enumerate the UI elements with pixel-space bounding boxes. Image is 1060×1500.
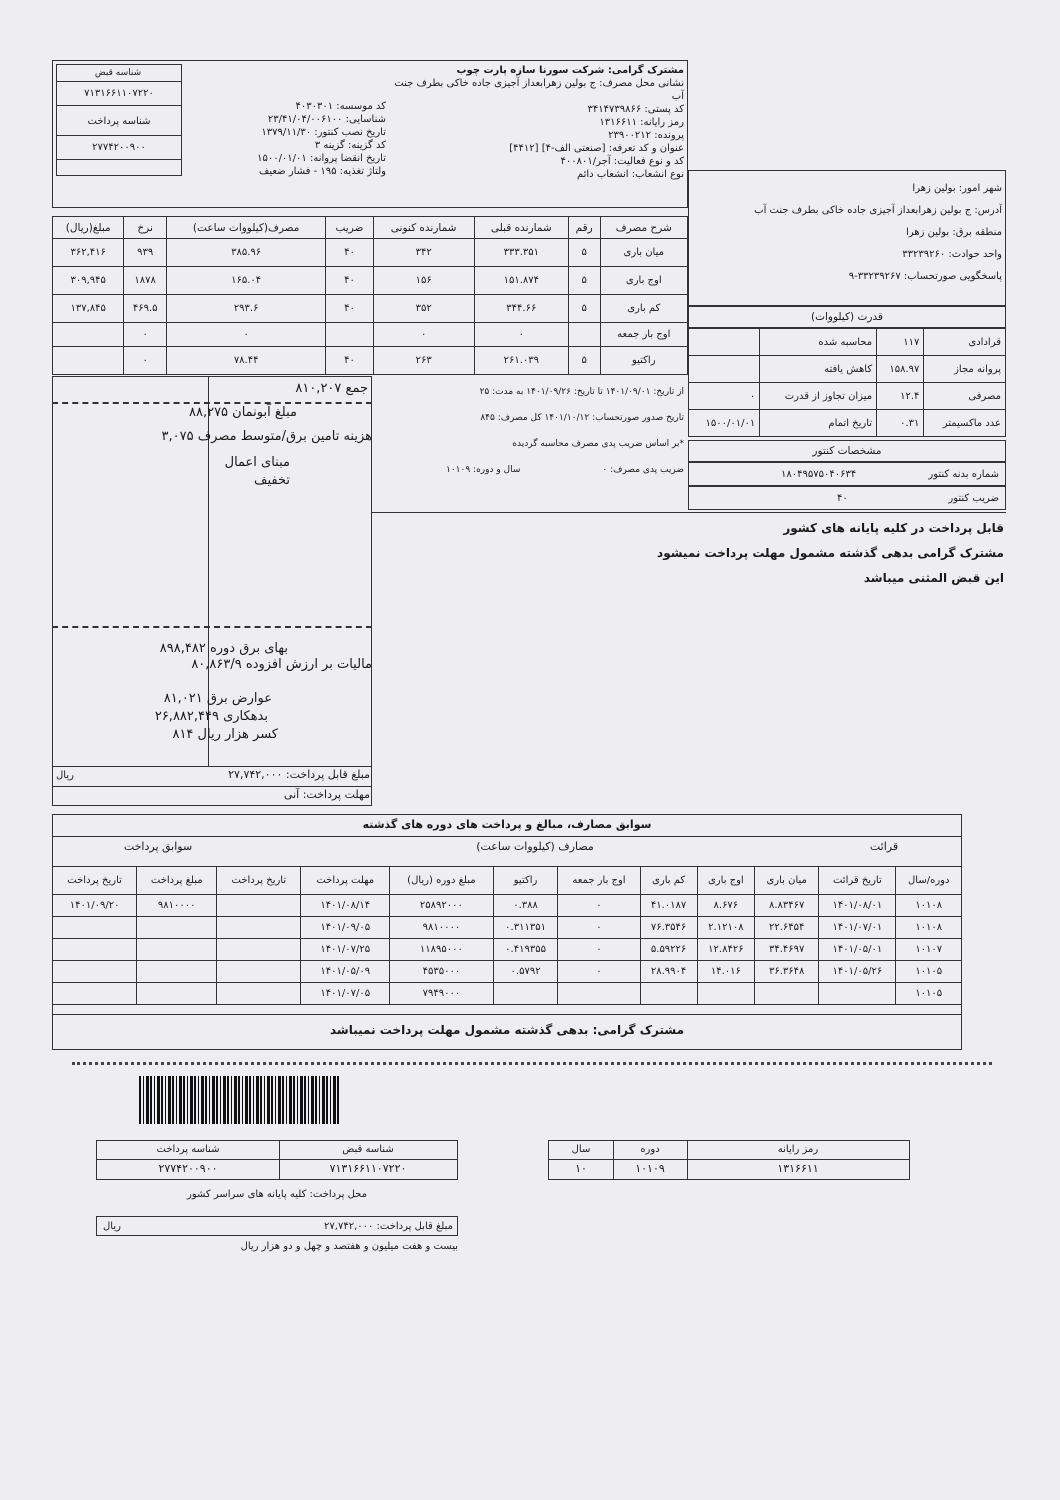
history-cell	[53, 961, 137, 983]
capacity-table	[688, 328, 1006, 437]
table-cell: ۱۵۱.۸۷۴	[474, 267, 568, 295]
table-row	[53, 295, 688, 323]
history-cell: ۸.۶۷۶	[697, 895, 755, 917]
table-cell: ۴۶۹.۵	[124, 295, 166, 323]
history-cell: ۰.۴۱۹۳۵۵	[493, 939, 558, 961]
table-cell: ۴۰	[326, 239, 373, 267]
meter-install-date: تاریخ نصب کنتور: ۱۳۷۹/۱۱/۳۰	[261, 127, 386, 138]
stub-payable: مبلغ قابل پرداخت: ۲۷,۷۴۲,۰۰۰	[324, 1221, 453, 1232]
history-cell: ۱۰۱۰۵	[896, 961, 962, 983]
history-cell: ۴۵۳۵۰۰۰	[390, 961, 494, 983]
period-info	[376, 384, 684, 478]
history-cell: ۴۱.۰۱۸۷	[640, 895, 697, 917]
capacity-label: میزان تجاوز از قدرت	[760, 383, 877, 410]
stub-year-label: سال	[571, 1144, 591, 1155]
history-row	[53, 895, 962, 917]
discount-basis: مبنای اعمال تخفیف	[224, 455, 290, 488]
history-cell	[137, 939, 217, 961]
history-cell	[697, 983, 755, 1005]
stub-payment-id: ۲۷۷۴۲۰۰۹۰۰	[158, 1162, 218, 1175]
incident-unit: واحد حوادث: ۳۳۲۳۹۲۶۰	[902, 249, 1002, 260]
history-row	[53, 961, 962, 983]
capacity-value: ۱۵۰۰/۰۱/۰۱	[689, 410, 760, 437]
payment-deadline: مهلت پرداخت: آنی	[283, 788, 370, 801]
capacity-row	[689, 410, 1006, 437]
table-cell: ۰	[166, 323, 326, 347]
capacity-value	[689, 329, 760, 356]
payment-id-label: شناسه پرداخت	[87, 116, 151, 127]
history-cell	[217, 939, 301, 961]
electric-levy: عوارض برق ۸۱,۰۲۱	[163, 691, 272, 706]
history-cell: ۱۰۱۰۸	[896, 895, 962, 917]
capacity-value: ۱۲.۴	[877, 383, 924, 410]
consumption-header-row	[53, 217, 688, 239]
history-cell	[217, 895, 301, 917]
capacity-label: تاریخ اتمام	[760, 410, 877, 437]
history-cell: ۱۴۰۱/۰۷/۰۱	[819, 917, 896, 939]
header-cell: شمارنده کنونی	[373, 217, 474, 239]
stub-currency: ریال	[103, 1221, 121, 1232]
meter-body-label: شماره بدنه کنتور	[928, 469, 999, 480]
capacity-label: کاهش یافته	[760, 356, 877, 383]
stub-period: ۱۰۱۰۹	[635, 1162, 665, 1175]
table-row	[53, 239, 688, 267]
history-cell	[819, 983, 896, 1005]
history-cell	[217, 917, 301, 939]
history-table	[52, 866, 962, 1005]
meter-factor-row	[688, 486, 1006, 510]
table-cell: ۵	[568, 267, 600, 295]
history-cell	[640, 983, 697, 1005]
history-cell: ۱۰۱۰۸	[896, 917, 962, 939]
stub-payable-box	[96, 1216, 458, 1236]
capacity-label: پروانه مجاز	[924, 356, 1006, 383]
history-header: کم باری	[640, 867, 697, 895]
stub-payment-id-label: شناسه پرداخت	[156, 1144, 220, 1155]
history-cell	[217, 983, 301, 1005]
history-cell: ۱۴۰۱/۰۹/۲۰	[53, 895, 137, 917]
capacity-title: قدرت (کیلووات)	[688, 306, 1006, 328]
table-cell: ۷۸.۴۴	[166, 347, 326, 375]
meter-factor-value: ۴۰	[837, 493, 848, 504]
table-row	[53, 347, 688, 375]
subscription-fee: مبلغ آبونمان ۸۸,۲۷۵	[188, 405, 297, 420]
history-cell	[53, 983, 137, 1005]
billing-responder: پاسخگویی صورتحساب: ۳۳۲۳۹۲۶۷-۹	[848, 271, 1002, 282]
table-cell: ۵	[568, 347, 600, 375]
history-cell: ۰.۳۱۱۳۵۱	[493, 917, 558, 939]
bill-id-label: شناسه قبض	[94, 68, 142, 78]
barcode	[139, 1076, 339, 1124]
history-cell: ۳۶.۳۶۴۸	[755, 961, 819, 983]
perforation-line	[72, 1062, 992, 1065]
capacity-label: مصرفی	[924, 383, 1006, 410]
debt-amount: بدهکاری ۲۶,۸۸۲,۴۴۹	[154, 709, 268, 724]
license-expiry: تاریخ انقضا پروانه: ۱۵۰۰/۰۱/۰۱	[257, 153, 386, 164]
history-cell: ۰	[558, 961, 640, 983]
customer-name: مشترک گرامی: شرکت سورنا سازه پارت چوب	[456, 65, 684, 76]
postal-code: کد پستی: ۳۴۱۴۷۳۹۸۶۶	[587, 104, 684, 115]
history-cell	[558, 983, 640, 1005]
table-cell: راکتیو	[600, 347, 687, 375]
bill-id-value: ۷۱۳۱۶۶۱۱۰۷۲۲۰	[84, 88, 154, 99]
history-header: اوج بار جمعه	[558, 867, 640, 895]
history-cell: ۱۴۰۱/۰۷/۰۵	[301, 983, 390, 1005]
history-cell: ۳۴.۴۶۹۷	[755, 939, 819, 961]
table-cell: ۲۶۳	[373, 347, 474, 375]
history-cell: ۱۰۱۰۵	[896, 983, 962, 1005]
history-cell: ۲۵۸۹۲۰۰۰	[390, 895, 494, 917]
history-cell: ۰	[558, 939, 640, 961]
history-header: میان باری	[755, 867, 819, 895]
table-cell	[53, 323, 124, 347]
capacity-value: ۰.۳۱	[877, 410, 924, 437]
stub-bill-id-label: شناسه قبض	[342, 1144, 394, 1155]
supply-voltage: ولتاژ تغذیه: ۱۹۵ - فشار ضعیف	[258, 166, 386, 177]
payment-id-value: ۲۷۷۴۲۰۰۹۰۰	[92, 142, 146, 153]
table-cell	[568, 323, 600, 347]
table-cell: اوج بار جمعه	[600, 323, 687, 347]
history-header: مبلغ پرداخت	[137, 867, 217, 895]
table-cell	[53, 347, 124, 375]
meter-body-value: ۱۸۰۴۹۵۷۵۰۴۰۶۳۴	[781, 469, 857, 480]
history-cell: ۱۴۰۱/۰۹/۰۵	[301, 917, 390, 939]
header-cell: نرخ	[124, 217, 166, 239]
history-cell: ۷۶.۳۵۴۶	[640, 917, 697, 939]
notice-duplicate: این قبض المثنی میباشد	[863, 571, 1004, 585]
bill-id-box	[56, 64, 182, 176]
capacity-row	[689, 383, 1006, 410]
usage-address: نشانی محل مصرف: ج بولین زهرابعداز آجیزی جاده خاکی بطرف جنت آب	[394, 78, 684, 102]
history-cell	[53, 939, 137, 961]
history-cell: ۲۲.۶۴۵۴	[755, 917, 819, 939]
history-title: سوابق مصارف، مبالغ و پرداخت های دوره های گذشته	[362, 818, 652, 831]
tariff-code: عنوان و کد تعرفه: [صنعتی الف-۴] [۴۴۱۲]	[509, 143, 684, 154]
table-row	[53, 267, 688, 295]
stub-amount-words: بیست و هفت میلیون و هفتصد و چهل و دو هزار ریال	[240, 1241, 458, 1252]
history-cell: ۰.۵۷۹۲	[493, 961, 558, 983]
table-cell: ۰	[373, 323, 474, 347]
history-header: مبلغ دوره (ریال)	[390, 867, 494, 895]
table-cell: میان باری	[600, 239, 687, 267]
reading-group: قرائت	[869, 840, 899, 853]
table-cell: ۰	[474, 323, 568, 347]
history-footer: مشترک گرامی: بدهی گذشته مشمول مهلت پرداخت نمیباشد	[330, 1023, 684, 1037]
currency-label: ریال	[56, 770, 74, 781]
table-cell: ۳۴۲	[373, 239, 474, 267]
capacity-value: ۱۵۸.۹۷	[877, 356, 924, 383]
history-header: مهلت پرداخت	[301, 867, 390, 895]
history-cell	[137, 961, 217, 983]
table-cell: ۰	[124, 347, 166, 375]
history-cell	[755, 983, 819, 1005]
history-cell: ۱۴۰۱/۰۵/۰۱	[819, 939, 896, 961]
capacity-row	[689, 329, 1006, 356]
stub-period-label: دوره	[640, 1144, 660, 1155]
history-row	[53, 983, 962, 1005]
history-cell: ۱۴.۰۱۶	[697, 961, 755, 983]
history-cell: ۰.۳۸۸	[493, 895, 558, 917]
notice-debt: مشترک گرامی بدهی گذشته مشمول مهلت پرداخت نمیشود	[657, 546, 1004, 560]
history-header: تاریخ قرائت	[819, 867, 896, 895]
history-cell: ۱۴۰۱/۰۵/۰۹	[301, 961, 390, 983]
table-cell: کم باری	[600, 295, 687, 323]
table-cell: ۱۵۶	[373, 267, 474, 295]
header-cell: شمارنده قبلی	[474, 217, 568, 239]
city-office: شهر امور: بولین زهرا	[912, 183, 1002, 194]
payment-group: سوابق پرداخت	[123, 840, 193, 853]
header-cell: مصرف(کیلووات ساعت)	[166, 217, 326, 239]
history-cell: ۸.۸۳۴۶۷	[755, 895, 819, 917]
payable-amount: مبلغ قابل پرداخت: ۲۷,۷۴۲,۰۰۰	[228, 768, 370, 781]
pad-factor: ضریب پدی مصرف: ۰	[602, 465, 684, 475]
institution-national-id: شناسایی: ۲۳/۴۱/۰۴/۰۰۶۱۰۰	[267, 114, 386, 125]
stub-computer-code: ۱۳۱۶۶۱۱	[777, 1162, 819, 1175]
region-info	[694, 178, 1002, 288]
history-cell: ۰	[558, 895, 640, 917]
computer-code: رمز رایانه: ۱۳۱۶۶۱۱	[599, 117, 684, 128]
table-cell: ۳۶۲,۴۱۶	[53, 239, 124, 267]
table-cell: ۴۰	[326, 295, 373, 323]
history-cell: ۱۴۰۱/۰۷/۲۵	[301, 939, 390, 961]
history-cell: ۱۱۸۹۵۰۰۰	[390, 939, 494, 961]
history-header: اوج باری	[697, 867, 755, 895]
table-cell: ۴۰	[326, 267, 373, 295]
header-cell: شرح مصرف	[600, 217, 687, 239]
history-cell: ۷۹۴۹۰۰۰	[390, 983, 494, 1005]
calc-note: *بر اساس ضریب پدی مصرف محاسبه گردیده	[512, 439, 684, 449]
option-code: کد گزینه: گزینه ۳	[314, 140, 386, 151]
history-cell: ۹۸۱۰۰۰۰	[137, 895, 217, 917]
capacity-row	[689, 356, 1006, 383]
stub-bill-id: ۷۱۳۱۶۶۱۱۰۷۲۲۰	[329, 1162, 407, 1175]
capacity-value: ۰	[689, 383, 760, 410]
notice-terminals: قابل پرداخت در کلیه پایانه های کشور	[783, 521, 1004, 535]
history-cell	[53, 917, 137, 939]
activity-code: کد و نوع فعالیت: آجر/۴۰۰۸۰۱	[560, 156, 684, 167]
stub-year: ۱۰	[575, 1162, 587, 1175]
stub-id-box	[96, 1140, 458, 1180]
period-price: بهای برق دوره ۸۹۸,۴۸۲	[159, 641, 288, 656]
history-header: راکتیو	[493, 867, 558, 895]
capacity-value	[689, 356, 760, 383]
branch-type: نوع انشعاب: انشعاب دائم	[576, 169, 684, 180]
table-cell: ۳۴۴.۶۶	[474, 295, 568, 323]
meter-factor-label: ضریب کنتور	[948, 493, 999, 504]
table-cell: ۲۹۳.۶	[166, 295, 326, 323]
institution-code: کد موسسه: ۴۰۳۰۳۰۱	[295, 101, 386, 112]
history-cell: ۲.۱۲۱۰۸	[697, 917, 755, 939]
history-cell	[137, 917, 217, 939]
table-cell	[326, 323, 373, 347]
year-period: سال و دوره: ۱۰۱۰۹	[446, 465, 521, 475]
history-header: دوره/سال	[896, 867, 962, 895]
table-cell: ۳۵۲	[373, 295, 474, 323]
table-cell: اوج باری	[600, 267, 687, 295]
table-cell: ۹۳۹	[124, 239, 166, 267]
table-cell: ۱۸۷۸	[124, 267, 166, 295]
table-cell: ۴۰	[326, 347, 373, 375]
history-cell: ۱۴۰۱/۰۸/۱۴	[301, 895, 390, 917]
history-header: تاریخ پرداخت	[53, 867, 137, 895]
history-cell	[137, 983, 217, 1005]
history-cell	[493, 983, 558, 1005]
consumption-group: مصارف (کیلووات ساعت)	[476, 840, 594, 853]
institution-info	[190, 100, 386, 178]
header-cell: ضریب	[326, 217, 373, 239]
capacity-value: ۱۱۷	[877, 329, 924, 356]
history-cell	[217, 961, 301, 983]
capacity-label: قرادادی	[924, 329, 1006, 356]
customer-info	[392, 64, 684, 181]
meter-spec-title: مشخصات کنتور	[688, 440, 1006, 462]
table-cell: ۲۶۱.۰۳۹	[474, 347, 568, 375]
table-cell: ۳۰۹,۹۴۵	[53, 267, 124, 295]
capacity-label: محاسبه شده	[760, 329, 877, 356]
period-dates: از تاریخ: ۱۴۰۱/۰۹/۰۱ تا تاریخ: ۱۴۰۱/۰۹/۲۶ به مدت: ۲۵	[479, 387, 684, 397]
history-cell: ۲۸.۹۹۰۴	[640, 961, 697, 983]
history-cell: ۱۰۱۰۷	[896, 939, 962, 961]
table-cell: ۳۳۳.۳۵۱	[474, 239, 568, 267]
file-number: پرونده: ۲۳۹۰۰۲۱۲	[608, 130, 684, 141]
table-cell: ۰	[124, 323, 166, 347]
table-cell: ۱۳۷,۸۴۵	[53, 295, 124, 323]
table-cell: ۵	[568, 295, 600, 323]
history-cell: ۱۴۰۱/۰۸/۰۱	[819, 895, 896, 917]
history-row	[53, 917, 962, 939]
issue-date: تاریخ صدور صورتحساب: ۱۴۰۱/۱۰/۱۲ کل مصرف: ۸۴۵	[480, 413, 684, 423]
capacity-label: عدد ماکسیمتر	[924, 410, 1006, 437]
history-cell: ۱۴۰۱/۰۵/۲۶	[819, 961, 896, 983]
vat: مالیات بر ارزش افزوده ۸۰,۸۶۳/۹	[191, 657, 372, 672]
supply-cost: هزینه تامین برق/متوسط مصرف ۳,۰۷۵	[161, 429, 372, 444]
history-cell: ۵.۵۹۲۲۶	[640, 939, 697, 961]
table-cell: ۳۸۵.۹۶	[166, 239, 326, 267]
electric-region: منطقه برق: بولین زهرا	[906, 227, 1002, 238]
table-cell: ۵	[568, 239, 600, 267]
meter-body-row	[688, 462, 1006, 486]
stub-payment-place: محل پرداخت: کلیه پایانه های سراسر کشور	[186, 1189, 367, 1200]
rounding: کسر هزار ریال ۸۱۴	[172, 727, 278, 742]
history-cell: ۹۸۱۰۰۰۰	[390, 917, 494, 939]
table-cell: ۱۶۵.۰۴	[166, 267, 326, 295]
header-cell: رقم	[568, 217, 600, 239]
table-row	[53, 323, 688, 347]
history-header: تاریخ پرداخت	[217, 867, 301, 895]
charges-sum: جمع ۸۱۰,۲۰۷	[295, 381, 368, 396]
notices	[600, 516, 1004, 591]
stub-code-box	[548, 1140, 910, 1180]
stub-computer-code-label: رمز رایانه	[777, 1144, 819, 1155]
header-cell: مبلغ(ریال)	[53, 217, 124, 239]
history-cell: ۰	[558, 917, 640, 939]
history-header-row	[53, 867, 962, 895]
consumption-table	[52, 216, 688, 375]
history-row	[53, 939, 962, 961]
right-address: آدرس: ج بولین زهرابعداز آجیزی جاده خاکی بطرف جنت آب	[754, 205, 1002, 216]
history-cell: ۱۲.۸۴۲۶	[697, 939, 755, 961]
